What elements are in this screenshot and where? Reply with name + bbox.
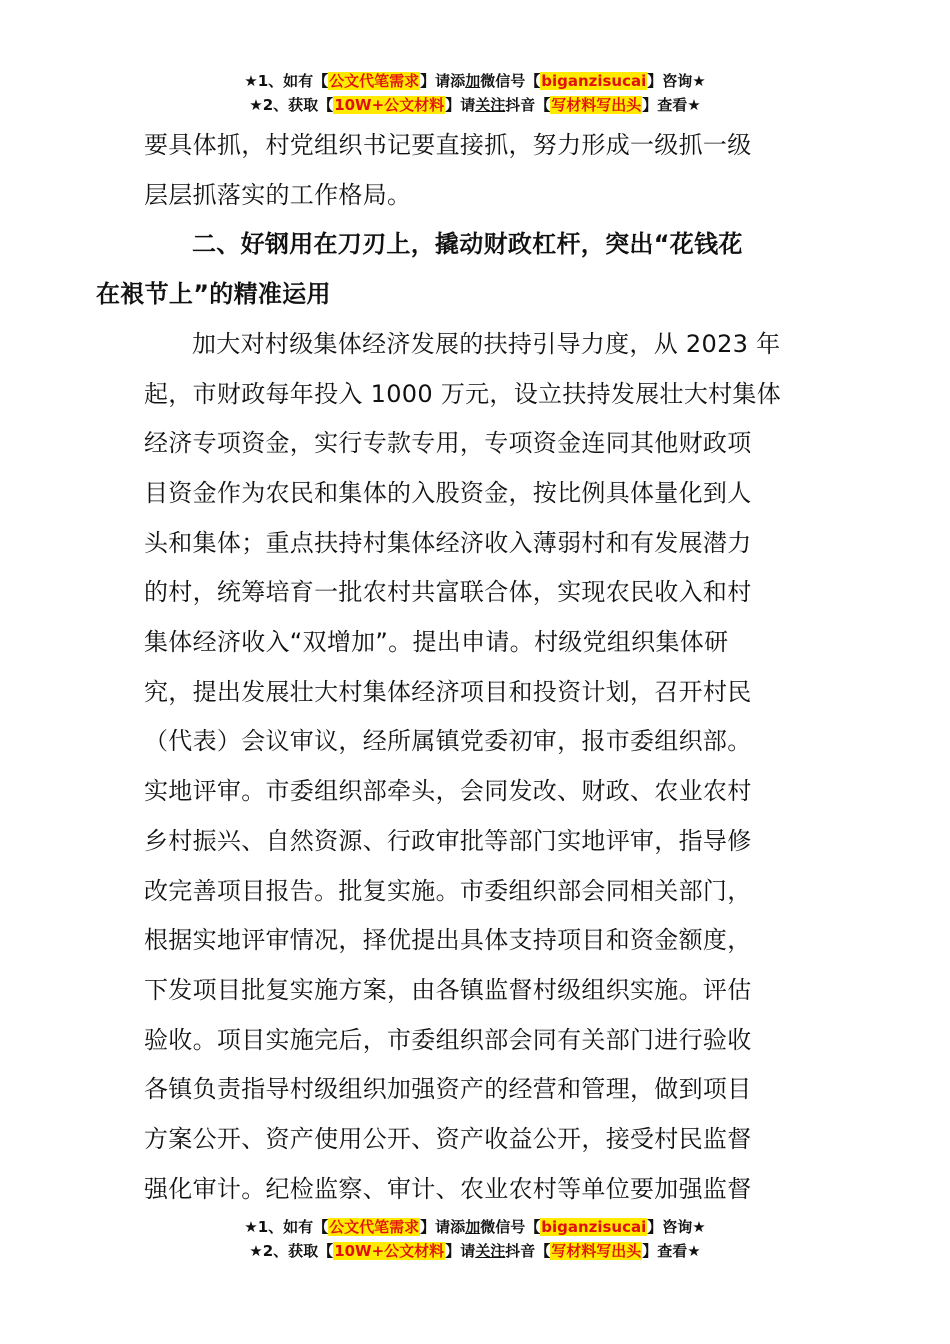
banner-text: 】请	[445, 1242, 476, 1260]
paragraph-main	[144, 320, 808, 1215]
banner-text: 】咨询★	[647, 1218, 706, 1236]
paragraph-continuation	[144, 121, 808, 220]
banner-highlight: 10W+公文材料	[334, 1242, 445, 1260]
banner-text: 微信号【	[480, 72, 541, 90]
banner-text: 抖音【	[505, 1242, 551, 1260]
banner-highlight: 10W+公文材料	[334, 96, 445, 114]
banner-underlined-text: 加	[465, 1218, 481, 1236]
section-heading	[96, 220, 808, 319]
banner-highlight: 写材料写出头	[551, 1242, 642, 1260]
banner-text: 抖音【	[505, 96, 551, 114]
heading-line: 二、好钢用在刀刃上，撬动财政杠杆，突出“花钱花	[192, 230, 743, 259]
banner-text: ★1、如有【	[244, 72, 329, 90]
banner-underlined-text: 加	[465, 72, 481, 90]
banner-text: ★2、获取【	[249, 96, 334, 114]
banner-text: 微信号【	[480, 1218, 541, 1236]
heading-line: 在裉节上”的精准运用	[96, 280, 331, 309]
banner-text: 】请添	[420, 1218, 466, 1236]
banner-text: 】请	[445, 96, 476, 114]
text-line: 头和集体；重点扶持村集体经济收入薄弱村和有发展潜力	[144, 528, 752, 557]
text-line: 方案公开、资产使用公开、资产收益公开，接受村民监督	[144, 1125, 752, 1154]
banner-line-1	[0, 1216, 950, 1240]
text-line: 根据实地评审情况，择优提出具体支持项目和资金额度，	[144, 926, 752, 955]
text-line: 究，提出发展壮大村集体经济项目和投资计划，召开村民	[144, 677, 752, 706]
banner-highlight: 公文代笔需求	[329, 1218, 420, 1236]
banner-text: 】请添	[420, 72, 466, 90]
text-line: 验收。项目实施完后，市委组织部会同有关部门进行验收	[144, 1025, 752, 1054]
banner-line-2	[0, 94, 950, 118]
text-line: 实地评审。市委组织部牵头，会同发改、财政、农业农村	[144, 777, 752, 806]
banner-highlight: 公文代笔需求	[329, 72, 420, 90]
text-line: 集体经济收入“双增加”。提出申请。村级党组织集体研	[144, 628, 729, 657]
banner-line-2	[0, 1240, 950, 1264]
header-banner	[0, 70, 950, 118]
banner-underlined-text: 关注	[475, 1242, 506, 1260]
banner-highlight: 写材料写出头	[551, 96, 642, 114]
text-line: 下发项目批复实施方案，由各镇监督村级组织实施。评估	[144, 975, 752, 1004]
text-line: （代表）会议审议，经所属镇党委初审，报市委组织部。	[144, 727, 752, 756]
text-line: 要具体抓，村党组织书记要直接抓，努力形成一级抓一级	[144, 131, 752, 159]
text-line: 的村，统筹培育一批农村共富联合体，实现农民收入和村	[144, 578, 752, 607]
banner-text: ★2、获取【	[249, 1242, 334, 1260]
text-line: 乡村振兴、自然资源、行政审批等部门实地评审，指导修	[144, 826, 752, 855]
text-line: 目资金作为农民和集体的入股资金，按比例具体量化到人	[144, 478, 752, 507]
banner-line-1	[0, 70, 950, 94]
text-line: 层层抓落实的工作格局。	[144, 180, 412, 209]
text-line: 加大对村级集体经济发展的扶持引导力度，从 2023 年	[192, 329, 781, 358]
text-line: 强化审计。纪检监察、审计、农业农村等单位要加强监督	[144, 1174, 752, 1203]
text-line: 起，市财政每年投入 1000 万元，设立扶持发展壮大村集体	[144, 379, 782, 408]
text-line: 改完善项目报告。批复实施。市委组织部会同相关部门，	[144, 876, 752, 905]
document-body	[96, 121, 808, 1214]
banner-text: 】查看★	[642, 96, 701, 114]
banner-underlined-text: 关注	[475, 96, 506, 114]
banner-text: 】查看★	[642, 1242, 701, 1260]
banner-text: ★1、如有【	[244, 1218, 329, 1236]
footer-banner	[0, 1216, 950, 1264]
banner-highlight: biganzisucai	[541, 1218, 647, 1236]
banner-highlight: biganzisucai	[541, 72, 647, 90]
banner-text: 】咨询★	[647, 72, 706, 90]
text-line: 各镇负责指导村级组织加强资产的经营和管理，做到项目	[144, 1075, 752, 1104]
text-line: 经济专项资金，实行专款专用，专项资金连同其他财政项	[144, 429, 752, 458]
